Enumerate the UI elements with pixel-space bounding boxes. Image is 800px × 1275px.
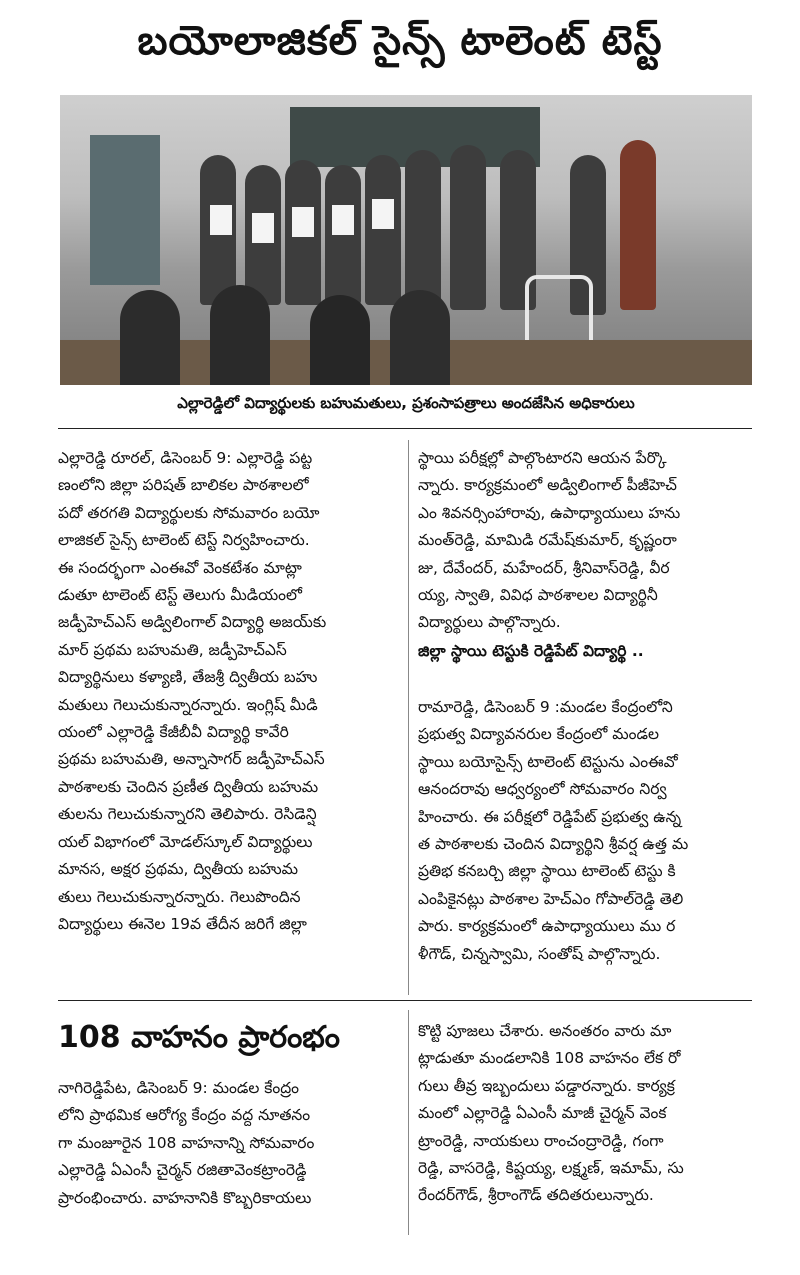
official-figure (620, 140, 656, 310)
article2-right-column: కొట్టి పూజలు చేశారు. అనంతరం వారు మా ట్లాడుతూ మండలానికి 108 వాహనం లేక రో గులు తీవ్ర ఇబ్బందులు పడ్డారన్నారు. కార్యక్ర మంలో ఎల్లారెడ్డి ఏఎంసీ మాజీ చైర్మన్ వెంక ట్రాంరెడ్డి, నాయకులు రాంచంద్రారెడ్డి, గంగా రెడ్డి, వాసరెడ్డి, కిష్టయ్య, లక్ష్మణ్, ఇమామ్, సు రేందర్‌గౌడ్, శ్రీరాంగౌడ్ తదితరులున్నారు. (418, 1022, 684, 1205)
classroom-door (90, 135, 160, 285)
article-subhead: జిల్లా స్థాయి టెస్టుకి రెడ్డిపేట్ విద్యార్థి .. (418, 642, 644, 660)
headline: బయోలాజికల్ సైన్స్ టాలెంట్ టెస్ట్ (137, 18, 663, 64)
certificate (252, 213, 274, 243)
student-figure (325, 165, 361, 305)
column-divider (408, 1010, 409, 1235)
article-right-column-top: స్థాయి పరీక్షల్లో పాల్గొంటారని ఆయన పేర్కొ న్నారు. కార్యక్రమంలో అడ్విలింగాల్ పీజీహెచ్ ఎం శివనర్సింహారావు, ఉపాధ్యాయులు హను మంత్‌రెడ్డి, మామిడి రమేష్‌కుమార్, కృష్ణంరా జు, దేవేందర్, మహేందర్, శ్రీనివాస్‌రెడ్డి, వీర య్య, స్వాతి, వివిధ పాఠశాలల విద్యార్థినీ విద్యార్థులు పాల్గొన్నారు. (418, 449, 681, 632)
article-right-column-bottom: రామారెడ్డి, డిసెంబర్ 9 :మండల కేంద్రంలోని ప్రభుత్వ విద్యావనరుల కేంద్రంలో మండల స్థాయి బయోసైన్స్ టాలెంట్ టెస్టును ఎంఈవో ఆనందరావు ఆధ్వర్యంలో సోమవారం నిర్వ హించారు. ఈ పరీక్షలో రెడ్డిపేట్ ప్రభుత్వ ఉన్న త పాఠశాలకు చెందిన విద్యార్థిని శ్రీవర్ష ఉత్త మ ప్రతిభ కనబర్చి జిల్లా స్థాయి టాలెంట్ టెస్టు కి ఎంపికైనట్లు పాఠశాల హెచ్ఎం గోపాల్‌రెడ్డి తెలి పారు. కార్యక్రమంలో ఉపాధ్యాయులు ము ర ళీగౌడ్, చిన్నస్వామి, సంతోష్ పాల్గొన్నారు. (418, 698, 689, 963)
seated-student (310, 295, 370, 385)
seated-student (390, 290, 450, 385)
article2-headline: 108 వాహనం ప్రారంభం (58, 1020, 340, 1055)
seated-student (120, 290, 180, 385)
official-figure (450, 145, 486, 310)
article2-left-column: నాగిరెడ్డిపేట, డిసెంబర్ 9: మండల కేంద్రం లోని ప్రాథమిక ఆరోగ్య కేంద్రం వద్ద నూతనం గా మంజూరైన 108 వాహనాన్ని సోమవారం ఎల్లారెడ్డి ఏఎంసీ చైర్మన్ రజితావెంకట్రాంరెడ్డి ప్రారంభించారు. వాహనానికి కొబ్బరికాయలు (58, 1079, 315, 1207)
certificate (372, 199, 394, 229)
photo-caption: ఎల్లారెడ్డిలో విద్యార్థులకు బహుమతులు, ప్రశంసాపత్రాలు అందజేసిన అధికారులు (177, 394, 635, 412)
divider (58, 1000, 752, 1001)
divider (58, 428, 752, 429)
seated-student (210, 285, 270, 385)
column-divider (408, 440, 409, 995)
student-figure (365, 155, 401, 305)
certificate (210, 205, 232, 235)
news-photo (60, 95, 752, 385)
certificate (292, 207, 314, 237)
official-figure (405, 150, 441, 305)
certificate (332, 205, 354, 235)
article-left-column: ఎల్లారెడ్డి రూరల్, డిసెంబర్ 9: ఎల్లారెడ్డి పట్ట ణంలోని జిల్లా పరిషత్ బాలికల పాఠశాలలో పదో తరగతి విద్యార్థులకు సోమవారం బయో లాజికల్ సైన్స్ టాలెంట్ టెస్ట్ నిర్వహించారు. ఈ సందర్భంగా ఎంఈవో వెంకటేశం మాట్లా డుతూ టాలెంట్ టెస్ట్ తెలుగు మీడియంలో జడ్పీహెచ్ఎస్ అడ్విలింగాల్ విద్యార్థి అజయ్‌కు మార్ ప్రథమ బహుమతి, జడ్పీహెచ్ఎస్ విద్యార్థినులు కళ్యాణి, తేజశ్రీ ద్వితీయ బహు మతులు గెలుచుకున్నారన్నారు. ఇంగ్లిష్ మీడి యంలో ఎల్లారెడ్డి కేజీబీవీ విద్యార్థి కావేరి ప్రథమ బహుమతి, అన్నాసాగర్ జడ్పీహెచ్ఎస్ పాఠశాలకు చెందిన ప్రణీత ద్వితీయ బహుమ తులను గెలుచుకున్నారని తెలిపారు. రెసిడెన్షి యల్ విభాగంలో మోడల్‌స్కూల్ విద్యార్థులు మానస, అక్షర ప్రథమ, ద్వితీయ బహుమ తులు గెలుచుకున్నారన్నారు. గెలుపొందిన విద్యార్థులు ఈనెల 19వ తేదీన జరిగే జిల్లా (58, 449, 327, 933)
